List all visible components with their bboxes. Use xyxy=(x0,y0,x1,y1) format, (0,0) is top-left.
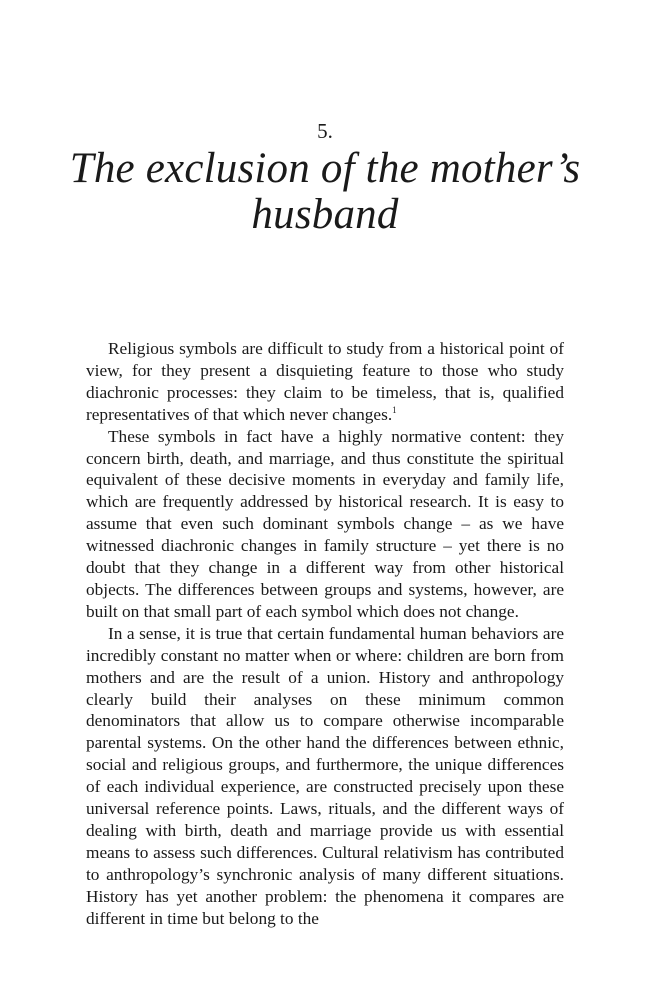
paragraph-2: These symbols in fact have a highly normative content: they concern birth, death, and marriage, and thus constitute the spiritual equivalent of these decisive moments in everyday and family life, which are frequently addressed by historical research. It is easy to assume that even such dominant symbols change – as we have witnessed diachronic changes in family structure – yet there is no doubt that they change in a different way from other historical objects. The differences between groups and systems, however, are built on that small part of each symbol which does not change. xyxy=(86,426,564,621)
chapter-number: 5. xyxy=(317,119,333,143)
body-text xyxy=(86,338,564,929)
paragraph-1 xyxy=(86,338,564,426)
footnote-marker[interactable]: 1 xyxy=(392,404,397,415)
paragraph-1-text: Religious symbols are difficult to study from a historical point of view, for they present a disquieting feature to those who study diachronic processes: they claim to be timeless, that is, qualified representatives of that which never changes. xyxy=(86,339,564,424)
chapter-title-line-1: The exclusion of the mother’s xyxy=(69,145,581,192)
chapter-title xyxy=(0,146,650,238)
chapter-title-line-2: husband xyxy=(251,191,399,238)
paragraph-3: In a sense, it is true that certain fundamental human behaviors are incredibly constant no matter when or where: children are born from mothers and are the result of a union. History and anthropology clearly build their analyses on these minimum common denominators that allow us to compare otherwise incomparable parental systems. On the other hand the differences between ethnic, social and religious groups, and furthermore, the unique differences of each individual experience, are constructed precisely upon these universal reference points. Laws, rituals, and the different ways of dealing with birth, death and marriage provide us with essential means to assess such differences. Cultural relativism has contributed to anthropology’s synchronic analysis of many different situations. History has yet another problem: the phenomena it compares are different in time but belong to the xyxy=(86,623,564,928)
